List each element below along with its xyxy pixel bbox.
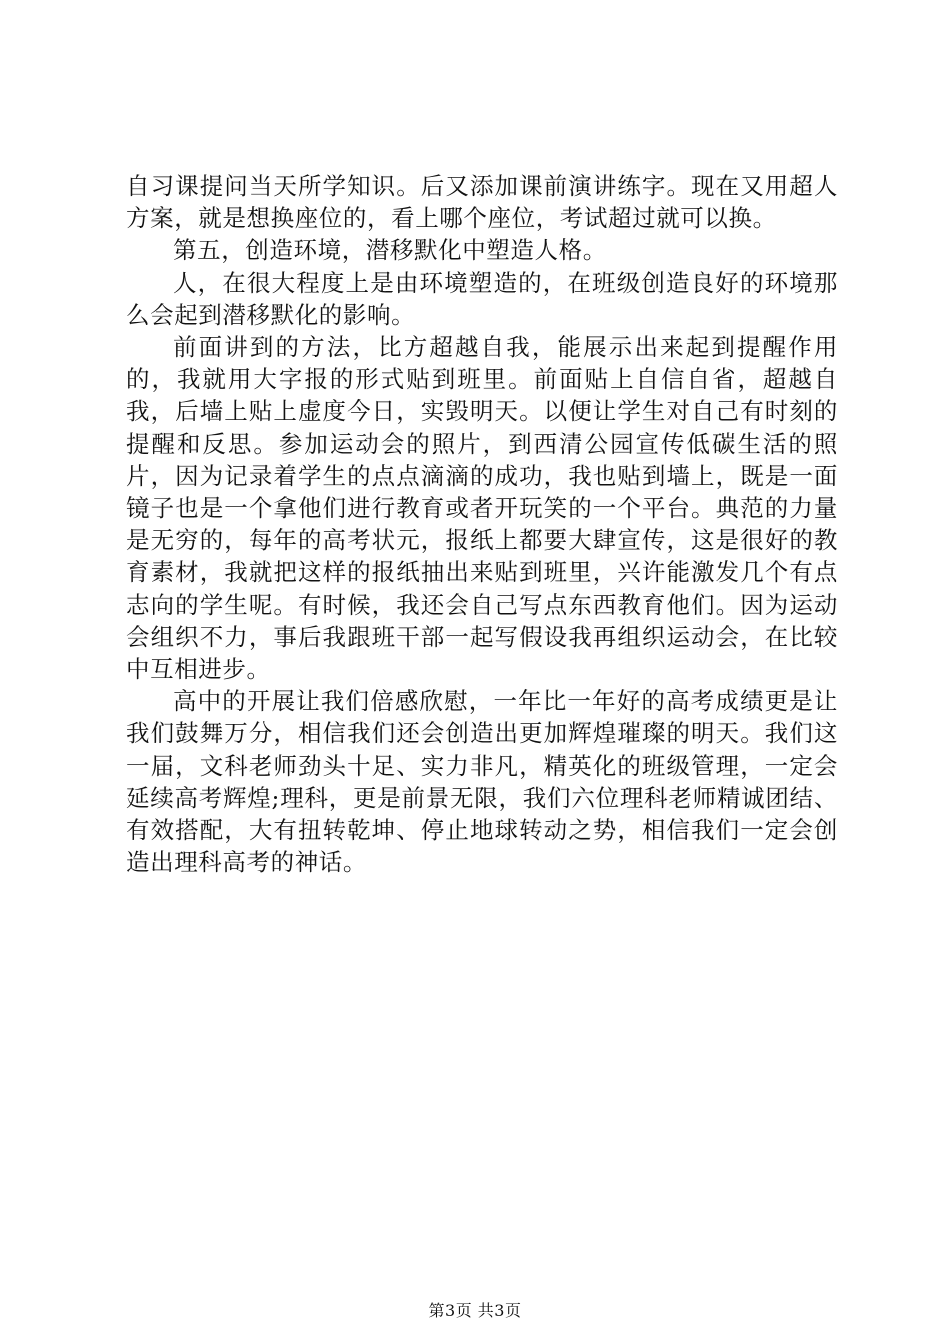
page-footer: 第3页 共3页 — [428, 1301, 522, 1320]
document-body — [126, 170, 838, 878]
paragraph-conclusion: 高中的开展让我们倍感欣慰，一年比一年好的高考成绩更是让我们鼓舞万分，相信我们还会创造出更加辉煌璀璨的明天。我们这一届，文科老师劲头十足、实力非凡，精英化的班级管理，一定会延续高考辉煌;理科，更是前景无限，我们六位理科老师精诚团结、有效搭配，大有扭转乾坤、停止地球转动之势，相信我们一定会创造出理科高考的神话。 — [126, 687, 838, 877]
paragraph-environment: 人，在很大程度上是由环境塑造的，在班级创造良好的环境那么会起到潜移默化的影响。 — [126, 268, 838, 329]
paragraph-continued: 自习课提问当天所学知识。后又添加课前演讲练字。现在又用超人方案，就是想换座位的，看上哪个座位，考试超过就可以换。 — [126, 172, 838, 233]
paragraph-methods: 前面讲到的方法，比方超越自我，能展示出来起到提醒作用的，我就用大字报的形式贴到班里。前面贴上自信自省，超越自我，后墙上贴上虚度今日，实毁明天。以便让学生对自己有时刻的提醒和反思。参加运动会的照片，到西清公园宣传低碳生活的照片，因为记录着学生的点点滴滴的成功，我也贴到墙上，既是一面镜子也是一个拿他们进行教育或者开玩笑的一个平台。典范的力量是无穷的，每年的高考状元，报纸上都要大肆宣传，这是很好的教育素材，我就把这样的报纸抽出来贴到班里，兴许能激发几个有点志向的学生呢。有时候，我还会自己写点东西教育他们。因为运动会组织不力，事后我跟班干部一起写假设我再组织运动会，在比较中互相进步。 — [126, 333, 838, 684]
paragraph-heading-fifth: 第五，创造环境，潜移默化中塑造人格。 — [173, 236, 607, 265]
